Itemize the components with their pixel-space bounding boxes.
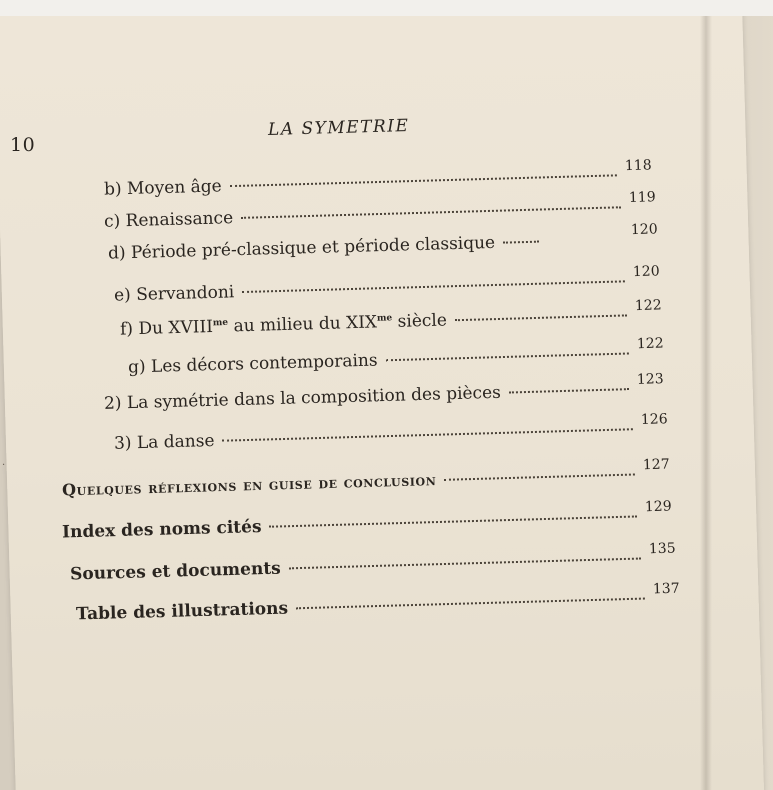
toc-entry-label: Quelques réflexions en guise de conclusion <box>61 470 437 500</box>
toc-entry-page: 135 <box>648 540 676 558</box>
toc-entry-page: 118 <box>624 157 652 175</box>
toc-entry <box>113 411 668 454</box>
toc-entry-label: f) Du $XVIII^{me}$ au milieu du $XIX^{me}$ siècle <box>119 310 448 340</box>
leader-dots <box>230 174 618 187</box>
toc-entry-label: Table des illustrations <box>75 598 289 625</box>
toc-entry <box>113 263 660 306</box>
leader-dots <box>509 388 629 393</box>
leader-dots <box>296 598 645 610</box>
toc-entry-label: b) Moyen âge <box>103 176 222 200</box>
toc-entry <box>61 456 670 500</box>
toc-entry-label: g) Les décors contemporains <box>127 350 378 378</box>
toc-entry-page: 120 <box>632 263 660 281</box>
leader-dots <box>242 280 625 293</box>
toc-entry-page: 129 <box>644 498 672 516</box>
leader-dots <box>241 206 621 219</box>
toc-entry <box>119 297 662 340</box>
leader-dots <box>386 352 630 361</box>
toc-entry <box>75 580 680 625</box>
toc-entry-label: e) Servandoni <box>113 282 235 306</box>
margin-mark: · <box>2 460 6 471</box>
leader-dots <box>503 241 539 244</box>
toc-entry-page: 120 <box>630 221 658 239</box>
toc-entry <box>127 335 664 378</box>
leader-dots <box>289 558 641 570</box>
toc-entry <box>107 221 658 264</box>
toc-entry-label: 3) La danse <box>113 430 215 454</box>
toc-entry <box>103 371 664 414</box>
toc-entry-label: Sources et documents <box>69 558 282 585</box>
toc-entry-label: d) Période pré-classique et période classique <box>107 232 496 264</box>
toc-entry-label: Index des noms cités <box>61 516 262 543</box>
toc-entry-page: 122 <box>634 297 662 315</box>
toc-entry <box>103 189 656 232</box>
running-head: LA SYMETRIE <box>267 116 410 140</box>
toc-entry-page: 122 <box>636 335 664 353</box>
toc-entry-page: 119 <box>628 189 656 207</box>
page-number: 10 <box>10 134 36 156</box>
leader-dots <box>455 314 627 321</box>
toc-entry <box>69 540 676 585</box>
toc-entry-label: c) Renaissance <box>103 208 234 232</box>
toc-entry-page: 127 <box>642 456 670 474</box>
leader-dots <box>222 428 633 441</box>
leader-dots <box>269 515 637 527</box>
toc-entry-page: 137 <box>652 580 680 598</box>
toc-entry-label: 2) La symétrie dans la composition des pièces <box>103 382 502 414</box>
toc-entry-page: 123 <box>636 371 664 388</box>
toc-entry-page: 126 <box>640 411 668 429</box>
toc-entry <box>61 498 672 543</box>
leader-dots <box>444 473 635 480</box>
